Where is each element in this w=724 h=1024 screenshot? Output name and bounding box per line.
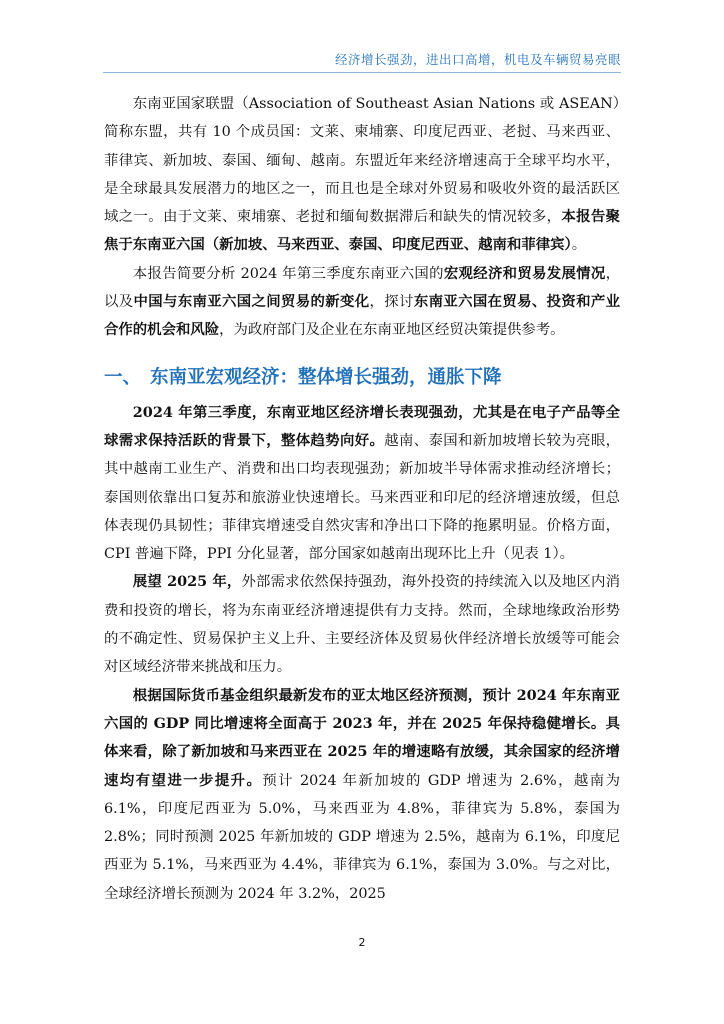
intro-paragraph-2 [104, 260, 620, 345]
page-content [104, 90, 620, 908]
section1-paragraph-2 [104, 568, 620, 681]
section1-p3-text: 预计 2024 年新加坡的 GDP 增速为 2.6%，越南为 6.1%，印度尼西亚为 5.0%，马来西亚为 4.8%，菲律宾为 5.8%，泰国为 2.8%；同时预测 2025 年新加坡的 GDP 增速为 2.5%，越南为 6.1%，印度尼西亚为 5.1%，马来西亚为 4.4%，菲律宾为 6.1%，泰国为 3.0%。与之对比，全球经济增长预测为 2024 年 3.2%，2025 [104, 772, 620, 902]
section-number: 一、 [104, 366, 142, 388]
section-heading [104, 363, 620, 393]
section1-p2-text: 外部需求依然保持强劲，海外投资的持续流入以及地区内消费和投资的增长，将为东南亚经济增速提供有力支持。然而，全球地缘政治形势的不确定性、贸易保护主义上升、主要经济体及贸易伙伴经济增长放缓等可能会对区域经济带来挑战和压力。 [104, 574, 620, 676]
section1-p1-text: 越南、泰国和新加坡增长较为亮眼，其中越南工业生产、消费和出口均表现强劲；新加坡半导体需求推动经济增长；泰国则依靠出口复苏和旅游业快速增长。马来西亚和印尼的经济增速放缓，但总体表现仍具韧性；菲律宾增速受自然灾害和净出口下降的拖累明显。价格方面，CPI 普遍下降，PPI 分化显著，部分国家如越南出现环比上升（见表 1）。 [104, 432, 620, 563]
intro-p2-s4: ，为政府部门及企业在东南亚地区经贸决策提供参考。 [219, 322, 565, 339]
section1-p2-bold: 展望 2025 年， [132, 573, 242, 591]
section-title-text: 东南亚宏观经济：整体增长强劲，通胀下降 [150, 366, 502, 388]
section1-paragraph-3 [104, 682, 620, 908]
intro-paragraph-1 [104, 90, 620, 260]
intro-p2-b2: 中国与东南亚六国之间贸易的新变化 [133, 293, 370, 311]
page-number: 2 [358, 936, 366, 949]
intro-p2-s2: ，以及 [104, 265, 620, 311]
section1-paragraph-1 [104, 399, 620, 569]
running-header: 经济增长强劲，进出口高增，机电及车辆贸易亮眼 [103, 50, 621, 73]
intro-p2-s3: ，探讨 [369, 294, 414, 311]
intro-p2-s1: 本报告简要分析 2024 年第三季度东南亚六国的 [132, 265, 444, 282]
section1-p3-bold: 根据国际货币基金组织最新发布的亚太地区经济预测，预计 2024 年东南亚六国的 GDP 同比增速将全面高于 2023 年，并在 2025 年保持稳健增长。具体来看，除了新加坡和马来西亚在 2025 年的增速略有放缓，其余国家的经济增速均有望进一步提升。 [104, 686, 620, 789]
intro-p2-b1: 宏观经济和贸易发展情况 [443, 264, 606, 282]
intro-p1-tail: 。 [571, 237, 587, 254]
section1-p1-bold: 2024 年第三季度，东南亚地区经济增长表现强劲，尤其是在电子产品等全球需求保持活跃的背景下，整体趋势向好。 [104, 403, 620, 449]
intro-p1-bold: 本报告聚焦于东南亚六国（新加坡、马来西亚、泰国、印度尼西亚、越南和菲律宾） [104, 208, 620, 254]
intro-p1-text: 东南亚国家联盟（Association of Southeast Asian Nations 或 ASEAN）简称东盟，共有 10 个成员国：文莱、柬埔寨、印度尼西亚、老挝、马来西亚、菲律宾、新加坡、泰国、缅甸、越南。东盟近年来经济增速高于全球平均水平，是全球最具发展潜力的地区之一，而且也是全球对外贸易和吸收外资的最活跃区域之一。由于文莱、柬埔寨、老挝和缅甸数据滞后和缺失的情况较多， [104, 96, 620, 226]
intro-p2-b3: 东南亚六国在贸易、投资和产业合作的机会和风险 [104, 293, 620, 339]
